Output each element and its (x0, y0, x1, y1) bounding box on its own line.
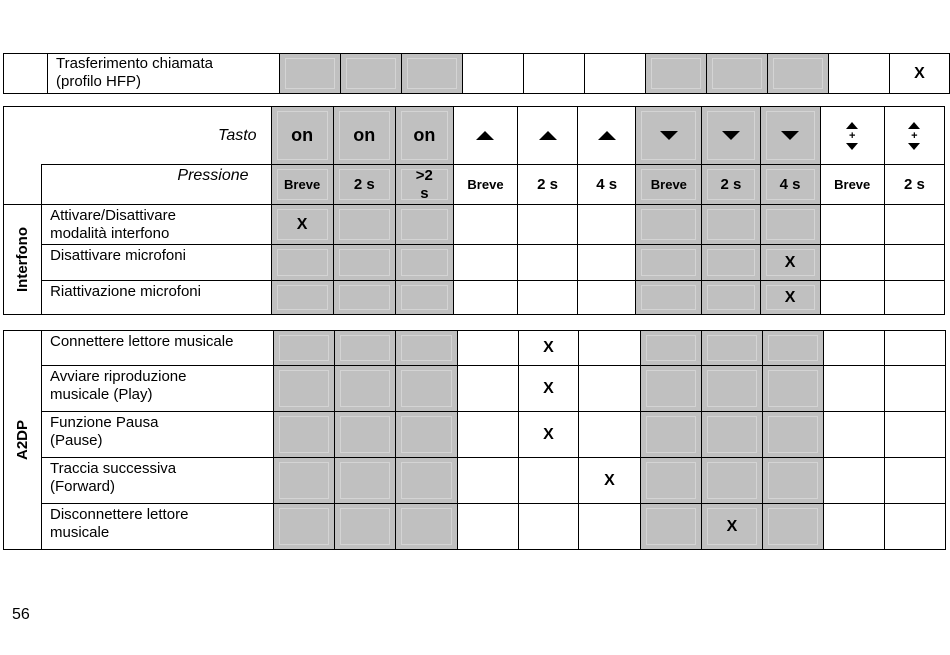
tasto-label-cell (4, 107, 272, 165)
cell (518, 205, 578, 245)
grey-cell (702, 205, 760, 245)
grey-cell (646, 54, 707, 94)
on-label: on (413, 125, 436, 145)
cell (578, 245, 636, 281)
grey-cell (274, 504, 335, 550)
row-label-line1: Riattivazione microfoni (50, 283, 201, 300)
down-arrow-icon (660, 131, 678, 140)
pressione-row (4, 165, 945, 205)
plus-symbol: + (848, 129, 856, 142)
grey-cell (641, 412, 702, 458)
cell (579, 412, 641, 458)
tasto-label: Tasto (218, 126, 257, 144)
pressione-label-cell (42, 165, 271, 205)
cell (824, 331, 885, 366)
table-row (4, 504, 946, 550)
hfp-table (3, 53, 950, 94)
section-label-a2dp: A2DP (14, 419, 31, 460)
grey-cell (768, 54, 829, 94)
cell (885, 366, 946, 412)
duration-cell (333, 165, 395, 205)
down-arrow-icon (908, 143, 920, 150)
interfono-table (3, 106, 945, 315)
cell (885, 458, 946, 504)
grey-cell (333, 245, 395, 281)
cell (884, 281, 944, 315)
grey-cell (274, 458, 335, 504)
grey-cell (636, 245, 702, 281)
row-label (42, 504, 274, 550)
row-label (42, 458, 274, 504)
cell (820, 281, 884, 315)
section-label-cell (4, 331, 42, 550)
cell (578, 205, 636, 245)
cell (824, 366, 885, 412)
cell (453, 245, 517, 281)
cell (884, 205, 944, 245)
up-key-cell (453, 107, 517, 165)
down-arrow-icon (846, 143, 858, 150)
up-arrow-icon (476, 131, 494, 140)
up-arrow-icon (598, 131, 616, 140)
grey-cell (335, 458, 396, 504)
duration-label: 4 s (779, 175, 801, 193)
on-label: on (353, 125, 376, 145)
row-label (48, 54, 280, 94)
duration-cell (578, 165, 636, 205)
duration-label: 2 s (720, 175, 742, 193)
grey-cell (274, 366, 335, 412)
page-number: 56 (12, 606, 30, 623)
grey-cell (641, 366, 702, 412)
cell (518, 281, 578, 315)
row-label (42, 281, 271, 315)
mark-cell (519, 331, 579, 366)
row-label-line1: Avviare riproduzione (50, 368, 187, 385)
down-arrow-icon (722, 131, 740, 140)
grey-cell (396, 458, 458, 504)
up-key-cell (518, 107, 578, 165)
grey-cell (702, 412, 763, 458)
cell (453, 205, 517, 245)
empty-cell (4, 54, 48, 94)
grey-cell (341, 54, 402, 94)
grey-cell (702, 366, 763, 412)
cell (458, 366, 519, 412)
grey-cell (396, 412, 458, 458)
cell (585, 54, 646, 94)
grey-cell (335, 504, 396, 550)
duration-cell (271, 165, 333, 205)
mark-cell (890, 54, 950, 94)
grey-cell (395, 281, 453, 315)
empty-cell (4, 165, 42, 205)
x-mark: X (604, 471, 615, 489)
duration-cell (884, 165, 944, 205)
duration-label: Breve (467, 176, 504, 192)
grey-cell (396, 331, 458, 366)
grey-cell (396, 504, 458, 550)
cell (519, 458, 579, 504)
cell (820, 245, 884, 281)
x-mark: X (543, 425, 554, 443)
on-cell (333, 107, 395, 165)
cell (824, 504, 885, 550)
x-mark: X (543, 379, 554, 397)
x-mark: X (296, 215, 308, 233)
grey-cell (763, 412, 824, 458)
cell (824, 458, 885, 504)
combo-key-cell (884, 107, 944, 165)
grey-cell (333, 281, 395, 315)
section-label-cell (4, 205, 42, 315)
duration-cell (702, 165, 760, 205)
section-label-interfono: Interfono (14, 227, 32, 292)
duration-label: 2 s (353, 175, 375, 193)
duration-cell (820, 165, 884, 205)
up-arrow-icon (846, 122, 858, 129)
cell (458, 458, 519, 504)
cell (885, 331, 946, 366)
row-label-line2: musicale (Play) (50, 386, 153, 403)
grey-cell (402, 54, 463, 94)
mark-cell (271, 205, 333, 245)
grey-cell (396, 366, 458, 412)
duration-cell (395, 165, 453, 205)
grey-cell (702, 245, 760, 281)
duration-cell (518, 165, 578, 205)
cell (579, 331, 641, 366)
table-row (4, 281, 945, 315)
grey-cell (763, 366, 824, 412)
x-mark: X (914, 64, 925, 82)
duration-label: 2 s (903, 175, 925, 193)
grey-cell (274, 331, 335, 366)
combo-key-cell (820, 107, 884, 165)
on-label: on (291, 125, 314, 145)
grey-cell (760, 205, 820, 245)
grey-cell (395, 205, 453, 245)
grey-cell (763, 331, 824, 366)
row-label (42, 245, 271, 281)
grey-cell (271, 281, 333, 315)
duration-cell (760, 165, 820, 205)
grey-cell (271, 245, 333, 281)
cell (579, 504, 641, 550)
cell (824, 412, 885, 458)
plus-symbol: + (911, 129, 918, 142)
row-label-line2: (Forward) (50, 478, 116, 495)
x-mark: X (543, 339, 554, 356)
mark-cell (519, 412, 579, 458)
a2dp-table (3, 330, 946, 550)
row-label (42, 331, 274, 366)
cell (885, 412, 946, 458)
row-label-line1: Connettere lettore musicale (50, 333, 234, 350)
duration-label: Breve (284, 176, 321, 192)
table-row (4, 366, 946, 412)
duration-label: >2 s (415, 166, 433, 202)
grey-cell (702, 331, 763, 366)
grey-cell (274, 412, 335, 458)
grey-cell (636, 205, 702, 245)
row-label-line2: (Pause) (50, 432, 103, 449)
row-label-line2: musicale (50, 524, 110, 541)
row-label-line2: (profilo HFP) (56, 73, 142, 90)
row-label (42, 412, 274, 458)
tasto-row (4, 107, 945, 165)
cell (519, 504, 579, 550)
cell (524, 54, 585, 94)
row-label-line1: Trasferimento chiamata (56, 55, 214, 72)
grey-cell (280, 54, 341, 94)
duration-cell (453, 165, 517, 205)
mark-cell (760, 281, 820, 315)
up-arrow-icon (539, 131, 557, 140)
duration-cell (636, 165, 702, 205)
on-cell (395, 107, 453, 165)
cell (463, 54, 524, 94)
row-label-line2: modalità interfono (50, 225, 170, 242)
cell (829, 54, 890, 94)
cell (458, 412, 519, 458)
table-row (4, 458, 946, 504)
x-mark: X (726, 517, 738, 535)
row-label-line1: Traccia successiva (50, 460, 177, 477)
grey-cell (636, 281, 702, 315)
grey-cell (641, 331, 702, 366)
grey-cell (335, 331, 396, 366)
duration-label: 2 s (537, 175, 559, 193)
on-cell (271, 107, 333, 165)
row-label-line1: Attivare/Disattivare (50, 207, 176, 224)
grey-cell (335, 412, 396, 458)
cell (458, 331, 519, 366)
mark-cell (760, 245, 820, 281)
cell (820, 205, 884, 245)
table-row (4, 412, 946, 458)
grey-cell (763, 458, 824, 504)
grey-cell (641, 458, 702, 504)
duration-label: 4 s (596, 175, 618, 193)
cell (579, 366, 641, 412)
grey-cell (702, 281, 760, 315)
cell (458, 504, 519, 550)
grey-cell (763, 504, 824, 550)
cell (885, 504, 946, 550)
mark-cell (702, 504, 763, 550)
cell (518, 245, 578, 281)
table-row (4, 245, 945, 281)
down-key-cell (702, 107, 760, 165)
grey-cell (641, 504, 702, 550)
up-arrow-icon (908, 122, 920, 129)
up-key-cell (578, 107, 636, 165)
grey-cell (335, 366, 396, 412)
pressione-label: Pressione (177, 167, 249, 184)
table-row (4, 331, 946, 366)
down-key-cell (636, 107, 702, 165)
grey-cell (702, 458, 763, 504)
row-label-line1: Disconnettere lettore (50, 506, 189, 523)
grey-cell (333, 205, 395, 245)
x-mark: X (784, 288, 796, 306)
row-label-line1: Funzione Pausa (50, 414, 159, 431)
cell (453, 281, 517, 315)
row-label (42, 366, 274, 412)
table-row (4, 205, 945, 245)
mark-cell (519, 366, 579, 412)
down-arrow-icon (781, 131, 799, 140)
row-label-line1: Disattivare microfoni (50, 247, 186, 264)
cell (578, 281, 636, 315)
x-mark: X (784, 253, 796, 271)
cell (884, 245, 944, 281)
mark-cell (579, 458, 641, 504)
row-label (42, 205, 271, 245)
grey-cell (707, 54, 768, 94)
grey-cell (395, 245, 453, 281)
duration-label: Breve (650, 176, 687, 192)
duration-label: Breve (834, 176, 871, 192)
down-key-cell (760, 107, 820, 165)
